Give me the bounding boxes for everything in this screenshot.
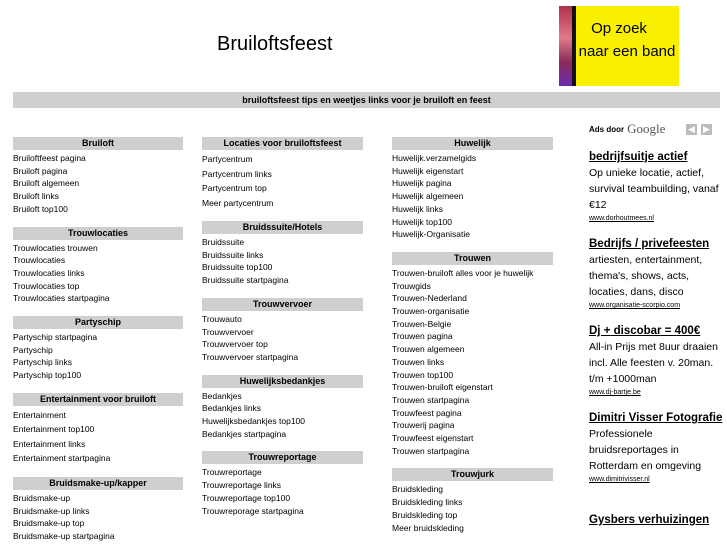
section-link[interactable]: Trouwen pagina [392,331,453,342]
section-link[interactable]: Trouwen top100 [392,369,454,380]
link-section [202,221,363,287]
link-section [202,298,363,364]
ad-body: Op unieke locatie, actief, survival teambuilding, vanaf €12 [589,167,719,211]
google-logo: Google [627,121,666,136]
link-section [202,375,363,441]
link-column-1 [13,137,183,554]
section-link[interactable]: Trouwen algemeen [392,344,465,355]
section-link[interactable]: Trouwen links [392,356,445,367]
section-link[interactable]: Trouwfeest eigenstart [392,433,474,444]
section-link[interactable]: Trouwgids [392,280,431,291]
link-section [13,227,183,306]
section-link[interactable]: Trouwreportage top100 [202,492,291,503]
section-link[interactable]: Trouwlocaties startpagina [13,293,110,304]
page-title: Bruiloftsfeest [217,33,333,55]
section-link[interactable]: Bruiloft pagina [13,165,68,176]
section-link[interactable]: Bruidssuite top100 [202,262,273,273]
section-link[interactable]: Trouwreportage links [202,480,282,491]
tagline-bar: bruiloftsfeest tips en weetjes links voor je bruiloft en feest [13,92,720,108]
section-header: Huwelijk [392,137,553,150]
section-link[interactable]: Partyschip links [13,357,73,368]
ad-title[interactable]: Dj + discobar = 400€ [589,325,701,337]
section-header: Trouwvervoer [202,298,363,311]
section-link[interactable]: Trouwen-Belgie [392,318,452,329]
section-link[interactable]: Entertainment startpagina [13,453,111,464]
section-link[interactable]: Trouwerij pagina [392,420,455,431]
ad-item [589,512,724,528]
section-link[interactable]: Huwelijk pagina [392,178,452,189]
ad-body: artiesten, entertainment, thema's, shows, acts, locaties, dans, disco [589,254,703,298]
section-link[interactable]: Huwelijk eigenstart [392,165,464,176]
section-link[interactable]: Bruidsmake-up startpagina [13,530,115,541]
band-banner-ad[interactable] [559,6,679,86]
section-link[interactable]: Huwelijksbedankjes top100 [202,416,306,427]
link-section [202,137,363,210]
ad-body: All-in Prijs met 8uur draaien incl. Alle feesten v. 20man. t/m +1000man [589,341,718,385]
section-link[interactable]: Partyschip top100 [13,370,82,381]
section-link[interactable]: Trouwreporage startpagina [202,505,304,516]
section-link[interactable]: Bruidsmake-up links [13,505,90,516]
ad-body: Professionele bruidsreportages in Rotterdam en omgeving [589,428,702,472]
section-link[interactable]: Trouwen-bruiloft eigenstart [392,382,493,393]
link-section [392,137,553,241]
section-link[interactable]: Huwelijk-Organisatie [392,229,470,240]
ad-url[interactable]: www.dorhoutmees.nl [589,215,654,222]
section-link[interactable]: Trouwlocaties top [13,280,80,291]
section-link[interactable]: Trouwen startpagina [392,445,470,456]
section-link[interactable]: Entertainment top100 [13,424,95,435]
section-link[interactable]: Huwelijk top100 [392,216,453,227]
section-link[interactable]: Bruidssuite links [202,249,264,260]
link-column-3 [392,137,553,545]
section-link[interactable]: Partyschip [13,344,53,355]
section-link[interactable]: Partycentrum [202,154,253,164]
ad-item [589,149,724,225]
section-link[interactable]: Trouwen startpagina [392,394,470,405]
banner-line2: naar een band [578,43,676,60]
link-section [202,451,363,517]
ad-title[interactable]: bedrijfsuitje actief [589,151,688,163]
section-header: Bruiloft [13,137,183,150]
section-link[interactable]: Bedankjes startpagina [202,428,287,439]
link-section [392,468,553,534]
section-link[interactable]: Huwelijk links [392,203,444,214]
section-header: Trouwlocaties [13,227,183,240]
section-link[interactable]: Trouwlocaties [13,255,66,266]
ad-item [589,323,724,399]
section-link[interactable]: Partyschip startpagina [13,332,98,343]
ad-item [589,410,724,486]
section-link[interactable]: Bruiloft top100 [13,203,68,214]
section-link[interactable]: Trouwvervoer top [202,339,268,350]
section-link[interactable]: Trouwvervoer [202,326,254,337]
section-header: Partyschip [13,316,183,329]
link-section [13,477,183,543]
ad-title[interactable]: Bedrijfs / privefeesten [589,238,710,250]
prev-arrow-icon[interactable]: ◀ [686,124,697,135]
banner-line1: Op zoek [591,20,647,37]
section-link[interactable]: Trouwlocaties trouwen [13,242,98,253]
section-link[interactable]: Partycentrum links [202,168,272,179]
ads-label: Ads door [589,124,625,134]
link-section [13,393,183,466]
section-header: Locaties voor bruiloftsfeest [202,137,363,150]
section-header: Bruidssuite/Hotels [202,221,363,234]
section-link[interactable]: Trouwen-organisatie [392,306,470,317]
section-link[interactable]: Trouwreportage [202,467,262,478]
section-header: Trouwreportage [202,451,363,464]
section-header: Trouwjurk [392,468,553,481]
ad-url[interactable]: www.dimitrivisser.nl [589,476,650,483]
section-link[interactable]: Trouwauto [202,313,242,324]
link-column-2 [202,137,363,528]
section-header: Entertainment voor bruiloft [13,393,183,406]
google-ads [589,120,724,528]
section-header: Huwelijksbedankjes [202,375,363,388]
section-link[interactable]: Bruiloft algemeen [13,178,80,189]
link-section [13,137,183,216]
ad-title[interactable]: Gysbers verhuizingen [589,514,710,526]
section-link[interactable]: Huwelijk algemeen [392,191,464,202]
section-link[interactable]: Bruidsmake-up [13,492,71,503]
section-link[interactable]: Partycentrum top [202,183,267,193]
section-link[interactable]: Entertainment links [13,438,86,449]
ad-item [589,236,724,312]
section-link[interactable]: Bedankjes [202,390,242,401]
section-link[interactable]: Trouwlocaties links [13,267,85,278]
section-link[interactable]: Bedankjes links [202,403,262,414]
section-header: Trouwen [392,252,553,265]
section-header: Bruidsmake-up/kapper [13,477,183,490]
ad-url[interactable]: www.organisatie-scorpio.com [589,302,681,309]
section-link[interactable]: Bruidskleding [392,484,444,495]
section-link[interactable]: Bruidskleding links [392,497,463,508]
section-link[interactable]: Bruiloft links [13,191,59,202]
section-link[interactable]: Huwelijk.verzamelgids [392,153,477,163]
section-link[interactable]: Bruidssuite startpagina [202,275,289,286]
section-link[interactable]: Meer partycentrum [202,197,274,208]
section-link[interactable]: Bruiloftfeest pagina [13,153,86,163]
section-link[interactable]: Trouwen-bruiloft alles voor je huwelijk [392,267,534,278]
link-section [392,252,553,458]
link-section [13,316,183,382]
ad-title[interactable]: Dimitri Visser Fotografie [589,412,723,424]
section-link[interactable]: Entertainment [13,409,66,420]
ad-url[interactable]: www.dj-bartje.be [589,389,641,396]
section-link[interactable]: Trouwvervoer startpagina [202,351,299,362]
section-link[interactable]: Trouwen-Nederland [392,293,467,304]
section-link[interactable]: Trouwfeest pagina [392,407,462,418]
section-link[interactable]: Meer bruidskleding [392,522,464,533]
next-arrow-icon[interactable]: ▶ [701,124,712,135]
section-link[interactable]: Bruidssuite [202,237,245,247]
section-link[interactable]: Bruidskleding top [392,509,458,520]
section-link[interactable]: Bruidsmake-up top [13,518,85,529]
